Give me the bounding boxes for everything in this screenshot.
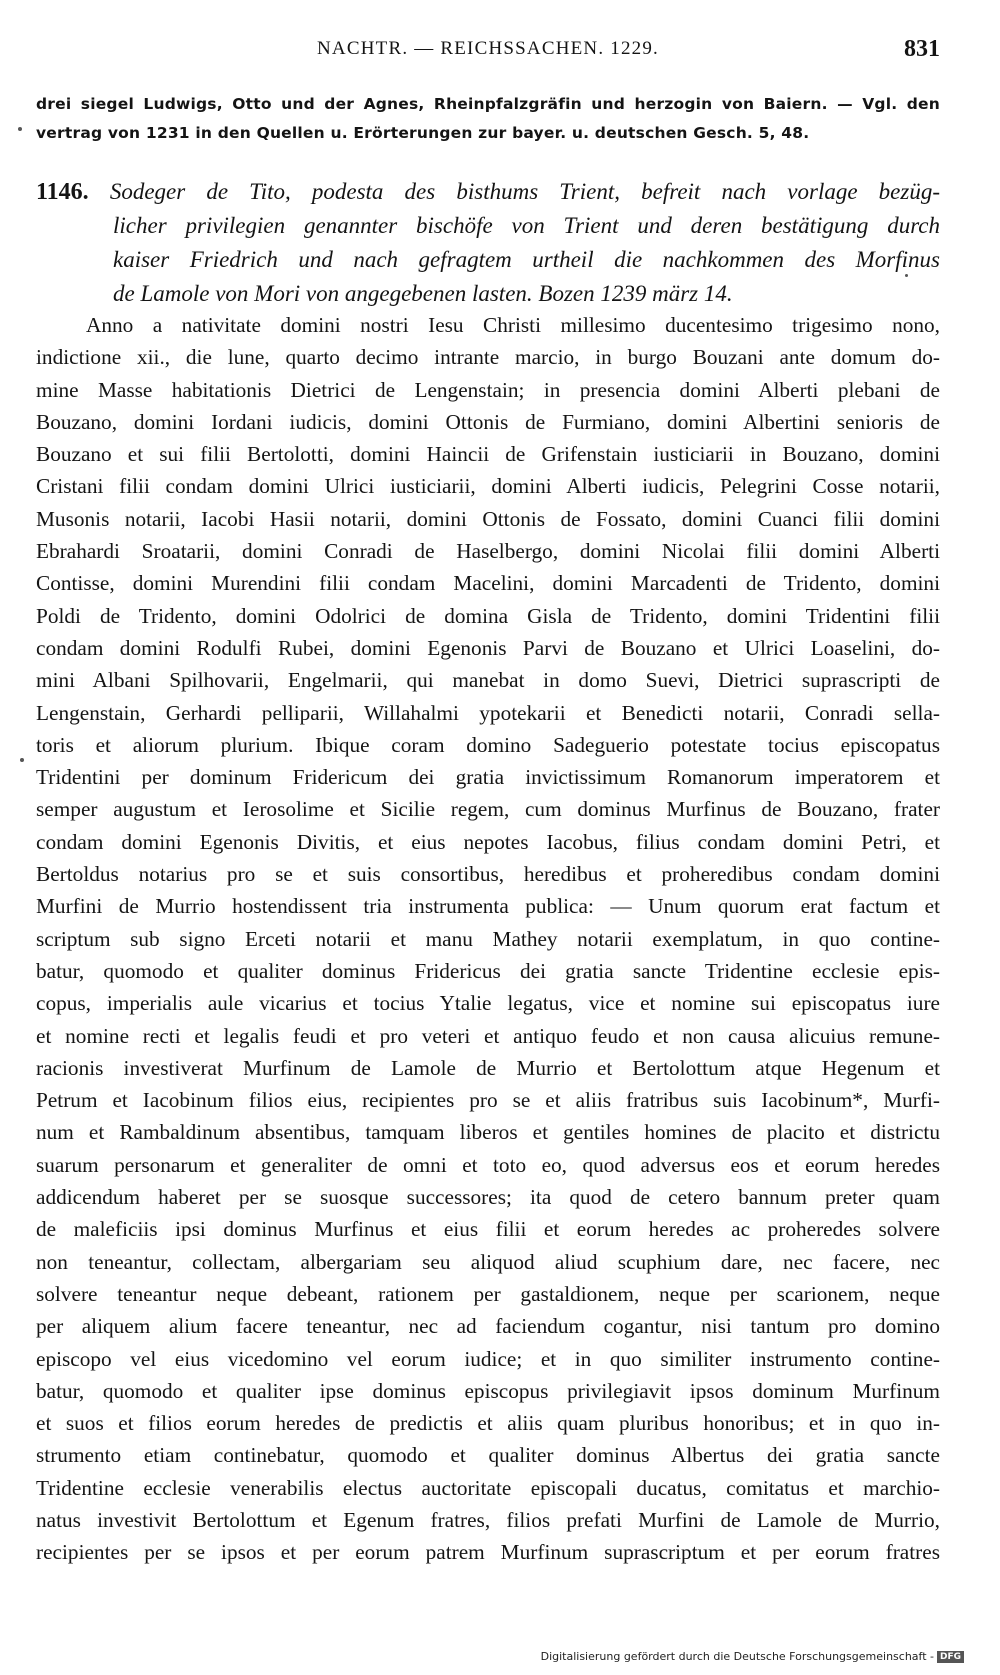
text-line: copus, imperialis aule vicarius et tocius Ytalie legatus, vice et nomine sui episcopatus iure (36, 991, 940, 1016)
regest-date: 1239 märz 14. (600, 281, 733, 306)
text-line: Petrum et Iacobinum filios eius, recipientes pro se et aliis fratribus suis Iacobinum*, Murfi- (36, 1088, 940, 1113)
text-line: Bouzano et sui filii Bertolotti, domini Haincii de Grifenstain iusticiarii in Bouzano, domini (36, 442, 940, 467)
text-line: mine Masse habitationis Dietrici de Lengenstain; in presencia domini Alberti plebani de (36, 377, 940, 402)
text-line: de maleficiis ipsi dominus Murfinus et eius filii et eorum heredes ac proheredes solvere (36, 1217, 940, 1242)
digitization-credit (541, 1650, 964, 1663)
text-line: recipientes per se ipsos et per eorum patrem Murfinum suprascriptum et per eorum fratres (36, 1540, 940, 1565)
text-line: natus investivit Bertolottum et Egenum fratres, filios prefati Murfini de Lamole de Murrio, (36, 1507, 940, 1532)
regest-line: de Lamole von Mori von angegebenen lasten. Bozen (113, 281, 595, 306)
previous-entry-note (36, 90, 940, 148)
note-line: vertrag von 1231 in den Quellen u. Erörterungen zur bayer. u. deutschen Gesch. 5, 48. (36, 124, 810, 142)
text-line: toris et aliorum plurium. Ibique coram domino Sadeguerio potestate tocius episcopatus (36, 732, 940, 757)
credit-text: Digitalisierung gefördert durch die Deutsche Forschungsgemeinschaft - (540, 1650, 934, 1663)
text-line: num et Rambaldinum absentibus, tamquam liberos et gentiles homines de placito et districtu (36, 1120, 940, 1145)
scan-speck (20, 758, 24, 762)
text-line: Ebrahardi Sroatarii, domini Conradi de Haselbergo, domini Nicolai filii domini Alberti (36, 539, 940, 564)
regest-line: kaiser Friedrich und nach gefragtem urtheil die nachkommen des Morfinus (113, 247, 940, 272)
text-line: Musonis notarii, Iacobi Hasii notarii, domini Ottonis de Fossato, domini Cuanci filii domini (36, 506, 940, 531)
text-line: et suos et filios eorum heredes de predictis et aliis quam pluribus honoribus; et in quo in- (36, 1411, 940, 1436)
text-line: suarum personarum et generaliter de omni et toto eo, quod adversus eos et eorum heredes (36, 1152, 940, 1177)
text-line: Lengenstain, Gerhardi pelliparii, Willahalmi ypotekarii et Benedicti notarii, Conradi sella- (36, 700, 940, 725)
text-line: batur, quomodo et qualiter ipse dominus episcopus privilegiavit ipsos dominum Murfinum (36, 1378, 940, 1403)
text-line: episcopo vel eius vicedomino vel eorum iudice; et in quo similiter instrumento contine- (36, 1346, 940, 1371)
scan-speck (905, 274, 908, 277)
regest-line: Sodeger de Tito, podesta des bisthums Trient, befreit nach vorlage bezüg- (109, 179, 941, 204)
running-header (36, 38, 940, 68)
text-line: non teneantur, collectam, albergariam seu aliquod aliud scuphium dare, nec facere, nec (36, 1249, 940, 1274)
text-line: condam domini Rodulfi Rubei, domini Egenonis Parvi de Bouzano et Ulrici Loaselini, do- (36, 635, 940, 660)
text-line: Cristani filii condam domini Ulrici iusticiarii, domini Alberti iudicis, Pelegrini Cosse notarii, (36, 474, 940, 499)
text-line: Tridentini per dominum Fridericum dei gratia invictissimum Romanorum imperatorem et (36, 765, 940, 790)
text-line: Murfini de Murrio hostendissent tria instrumenta publica: — Unum quorum erat factum et (36, 894, 940, 919)
text-line: condam domini Egenonis Divitis, et eius nepotes Iacobus, filius condam domini Petri, et (36, 829, 940, 854)
text-line: Tridentine ecclesie venerabilis electus auctoritate episcopali ducatus, comitatus et marchio- (36, 1475, 940, 1500)
text-line: scriptum sub signo Erceti notarii et manu Mathey notarii exemplatum, in quo contine- (36, 926, 940, 951)
text-line: Anno a nativitate domini nostri Iesu Christi millesimo ducentesimo trigesimo nono, (86, 313, 940, 337)
text-line: Bouzano, domini Iordani iudicis, domini Ottonis de Furmiano, domini Albertini senioris de (36, 409, 940, 434)
entry-number: 1146. (36, 179, 89, 205)
text-line: Contisse, domini Murendini filii condam Macelini, domini Marcadenti de Tridento, domini (36, 571, 940, 596)
scan-speck (18, 127, 22, 131)
text-line: solvere teneantur neque debeant, rationem per gastaldionem, neque per scarionem, neque (36, 1281, 940, 1306)
text-line: Poldi de Tridento, domini Odolrici de domina Gisla de Tridento, domini Tridentini filii (36, 603, 940, 628)
text-line: indictione xii., die lune, quarto decimo intrante marcio, in burgo Bouzani ante domum do- (36, 345, 940, 370)
charter-text (36, 309, 940, 1569)
text-line: batur, quomodo et qualiter dominus Fridericus dei gratia sancte Tridentine ecclesie epis- (36, 958, 940, 983)
text-line: strumento etiam continebatur, quomodo et qualiter dominus Albertus dei gratia sancte (36, 1443, 940, 1468)
dfg-logo: DFG (937, 1651, 964, 1663)
note-line: drei siegel Ludwigs, Otto und der Agnes, Rheinpfalzgräfin und herzogin von Baiern. — Vgl. den (36, 95, 940, 113)
regest-line: licher privilegien genannter bischöfe von Trient und deren bestätigung durch (113, 213, 940, 238)
text-line: Bertoldus notarius pro se et suis consortibus, heredibus et proheredibus condam domini (36, 862, 940, 887)
text-line: et nomine recti et legalis feudi et pro veteri et antiquo feudo et non causa alicuius remune- (36, 1023, 940, 1048)
text-line: addicendum haberet per se suosque successores; ita quod de cetero bannum preter quam (36, 1185, 940, 1210)
text-line: semper augustum et Ierosolime et Sicilie regem, cum dominus Murfinus de Bouzano, frater (36, 797, 940, 822)
running-title: NACHTR. — REICHSSACHEN. 1229. (317, 38, 659, 59)
regest-summary (36, 175, 940, 311)
text-line: mini Albani Spilhovarii, Engelmarii, qui manebat in domo Suevi, Dietrici suprascripti de (36, 668, 940, 693)
page-number: 831 (904, 36, 940, 62)
text-line: racionis investiverat Murfinum de Lamole de Murrio et Bertolottum atque Hegenum et (36, 1055, 940, 1080)
text-line: per aliquem alium facere teneantur, nec ad faciendum cogantur, nisi tantum pro domino (36, 1314, 940, 1339)
